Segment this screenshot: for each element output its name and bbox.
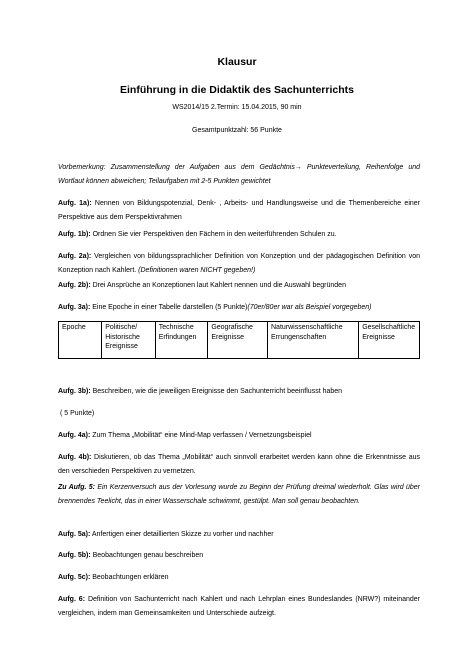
task-4a-text: Zum Thema „Mobilität“ eine Mind-Map verfassen / Vernetzungsbeispiel <box>90 432 312 439</box>
task-5b <box>58 549 420 563</box>
task-3b-points: ( 5 Punkte) <box>60 410 95 417</box>
task-5a-text: Anfertigen einer detaillierten Skizze zu vorher und nachher <box>90 531 274 538</box>
table-header-cell: Geografische Ereignisse <box>208 322 268 359</box>
task-1b-label: Aufg. 1b): <box>58 231 91 238</box>
task-4a <box>58 429 420 443</box>
task-1a-label: Aufg. 1a): <box>58 200 92 207</box>
task-4b-text: Diskutieren, ob das Thema „Mobilität“ auch sinnvoll erarbeitet werden kann ohne die Erkenntnisse aus den verschieden Perspektiven zu vernetzen. <box>58 454 420 475</box>
task-5b-text: Beobachtungen genau beschreiben <box>90 552 204 559</box>
task-2a-text: Vergleichen von bildungssprachlicher Definition von Konzeption und der pädagogischen Definition von Konzeption nach Kahlert. <box>58 253 420 274</box>
preface-text-1: Vorbemerkung: Zusammenstellung der Aufgaben aus dem Gedächtnis <box>58 164 295 171</box>
task-3a-label: Aufg. 3a): <box>58 304 91 311</box>
table-header-cell: Gesellschaftliche Ereignisse <box>359 322 420 359</box>
task-2a <box>58 250 420 278</box>
task-6-text: Definition von Sachunterricht nach Kahlert und nach Lehrplan eines Bundeslandes (NRW?) miteinander vergleichen, indem man Gemeinsamkeiten und Unterschiede aufzeigt. <box>58 596 420 617</box>
table-header-cell: Technische Erfindungen <box>155 322 208 359</box>
task-2a-note: (Definitionen waren NICHT gegeben!) <box>138 267 256 274</box>
task-3b-text: Beschreiben, wie die jeweiligen Ereignisse den Sachunterricht beeinflusst haben <box>90 388 343 395</box>
task-5c-label: Aufg. 5c): <box>58 574 91 581</box>
task-2b-text: Drei Ansprüche an Konzeptionen laut Kahlert nennen und die Auswahl begründen <box>90 282 346 289</box>
task-2b <box>58 279 420 293</box>
task-6-label: Aufg. 6: <box>58 596 86 603</box>
task-5a-label: Aufg. 5a): <box>58 531 91 538</box>
task-3b <box>58 385 420 399</box>
course-title: Einführung in die Didaktik des Sachunterrichts <box>120 84 354 96</box>
task-3b-label: Aufg. 3b): <box>58 388 91 395</box>
task-4a-label: Aufg. 4a): <box>58 432 91 439</box>
table-header-cell: Naturwissenschaftliche Errungenschaften <box>268 322 359 359</box>
task-5-intro-text: Ein Kerzenversuch aus der Vorlesung wurde zu Beginn der Prüfung dreimal wiederholt. Glas wird über brennendes Teelicht, das in einer Wasserschale schwimmt, gestülpt. Man soll genau beobachten. <box>58 484 420 505</box>
task-1b-text: Ordnen Sie vier Perspektiven den Fächern in den weiterführenden Schulen zu. <box>90 231 337 238</box>
table-header-cell: Epoche <box>59 322 102 359</box>
task-3a-text: Eine Epoche in einer Tabelle darstellen (5 Punkte) <box>90 304 248 311</box>
task-1a <box>58 197 420 225</box>
task-2a-label: Aufg. 2a): <box>58 253 92 260</box>
task-4b-label: Aufg. 4b): <box>58 454 92 461</box>
preface-note <box>58 161 420 189</box>
task-5b-label: Aufg. 5b): <box>58 552 91 559</box>
task-4b <box>58 451 420 479</box>
exam-date-line: WS2014/15 2.Termin: 15.04.2015, 90 min <box>172 104 302 111</box>
exam-title: Klausur <box>217 56 257 68</box>
task-6 <box>58 593 420 621</box>
total-points: Gesamtpunktzahl: 56 Punkte <box>192 127 282 134</box>
task-5-intro <box>58 481 420 509</box>
task-5-intro-label: Zu Aufg. 5: <box>58 484 96 491</box>
task-1b <box>58 228 420 242</box>
task-1a-text: Nennen von Bildungspotenzial, Denk- , Arbeits- und Handlungsweise und die Themenbereiche einer Perspektive aus dem Perspektivrahmen <box>58 200 420 221</box>
task-3a-note: (70er/80er war als Beispiel vorgegeben) <box>247 304 372 311</box>
preface-text-2: Punkteverteilung, Reihenfolge und Wortlaut können abweichen; Teilaufgaben mit 2-5 Punkten gewichtet <box>58 164 420 185</box>
table-header-row <box>59 322 420 359</box>
task-3a <box>58 301 420 315</box>
task-5c <box>58 571 420 585</box>
table-header-cell: Politische/ Historische Ereignisse <box>102 322 155 359</box>
task-5a <box>58 528 420 542</box>
epoch-table <box>58 321 420 359</box>
task-2b-label: Aufg. 2b): <box>58 282 91 289</box>
task-5c-text: Beobachtungen erklären <box>90 574 169 581</box>
arrow-right-icon: → <box>294 164 302 171</box>
